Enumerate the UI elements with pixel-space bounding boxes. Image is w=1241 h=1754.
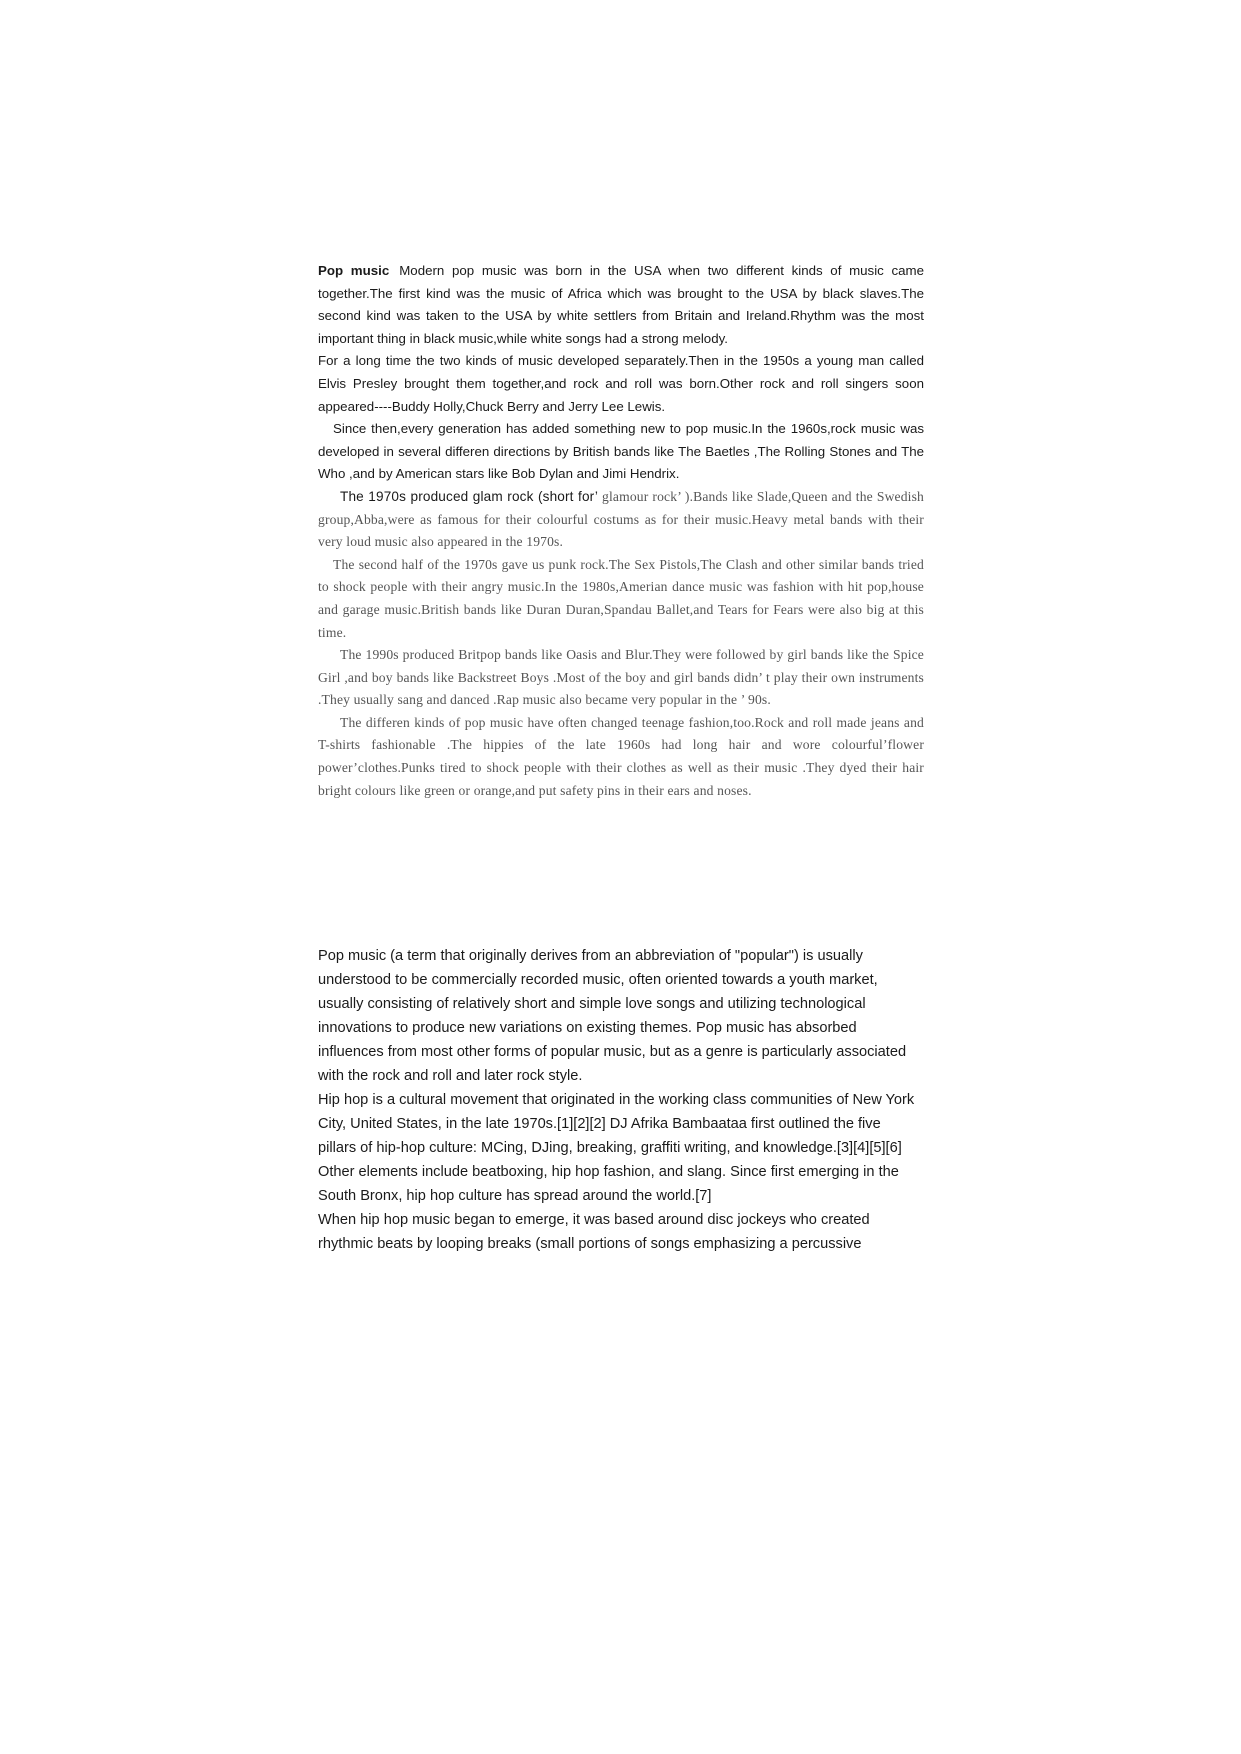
paragraph-1990s: The 1990s produced Britpop bands like Oasis and Blur.They were followed by girl bands like the Spice Girl ,and boy bands like Backstreet Boys .Most of the boy and girl bands didn’ t play their own instruments .They usually sang and danced .Rap music also became very popular in the ’ 90s. [318,647,924,708]
article-heading: Pop music [318,263,390,278]
paragraph-1960s: Since then,every generation has added something new to pop music.In the 1960s,rock music was developed in several differen directions by British bands like The Baetles ,The Rolling Stones and The Who ,and by American stars like Bob Dylan and Jimi Hendrix. [318,421,924,482]
paragraph-fashion: The differen kinds of pop music have often changed teenage fashion,too.Rock and roll made jeans and T-shirts fashionable .The hippies of the late 1960s had long hair and wore colourful’flower power’clothes.Punks tired to shock people with their clothes as well as their music .They dyed their hair bright colours like green or orange,and put safety pins in their ears and noses. [318,714,924,798]
paragraph-hiphop-music: When hip hop music began to emerge, it was based around disc jockeys who created rhythmic beats by looping breaks (small portions of songs emphasizing a percussive [318,1212,870,1252]
pop-music-article [318,260,924,802]
paragraph-1950s: For a long time the two kinds of music developed separately.Then in the 1950s a young man called Elvis Presley brought them together,and rock and roll was born.Other rock and roll singers soon appeared----Buddy Holly,Chuck Berry and Jerry Lee Lewis. [318,353,924,414]
paragraph-1970s-lead: The 1970s produced glam rock (short for’ [340,488,599,504]
pop-hiphop-excerpt [318,944,918,1256]
paragraph-1970s-rest: glamour rock’ ).Bands like Slade,Queen and the Swedish group,Abba,were as famous for their colourful costums as for their music.Heavy metal bands with their very loud music also appeared in the 1970s. [318,488,924,550]
paragraph-intro-text: Modern pop music was born in the USA when two different kinds of music came together.The first kind was the music of Africa which was brought to the USA by black slaves.The second kind was taken to the USA by white settlers from Britain and Ireland.Rhythm was the most important thing in black music,while white songs had a strong melody. [318,263,924,346]
paragraph-punk: The second half of the 1970s gave us punk rock.The Sex Pistols,The Clash and other similar bands tried to shock people with their angry music.In the 1980s,Amerian dance music was fashion with hit pop,house and garage music.British bands like Duran Duran,Spandau Ballet,and Tears for Fears were also big at this time. [318,556,924,640]
paragraph-hiphop-origin: Hip hop is a cultural movement that originated in the working class communities of New York City, United States, in the late 1970s.[1][2][2] DJ Afrika Bambaataa first outlined the five pillars of hip-hop culture: MCing, DJing, breaking, graffiti writing, and knowledge.[3][4][5][6] Other elements include beatboxing, hip hop fashion, and slang. Since first emerging in the South Bronx, hip hop culture has spread around the world.[7] [318,1092,915,1204]
paragraph-intro [318,260,924,350]
paragraph-pop-definition: Pop music (a term that originally derives from an abbreviation of "popular") is usually understood to be commercially recorded music, often oriented towards a youth market, usually consisting of relatively short and simple love songs and utilizing technological innovations to produce new variations on existing themes. Pop music has absorbed influences from most other forms of popular music, but as a genre is particularly associated with the rock and roll and later rock style. [318,948,907,1084]
paragraph-1970s [318,486,924,554]
